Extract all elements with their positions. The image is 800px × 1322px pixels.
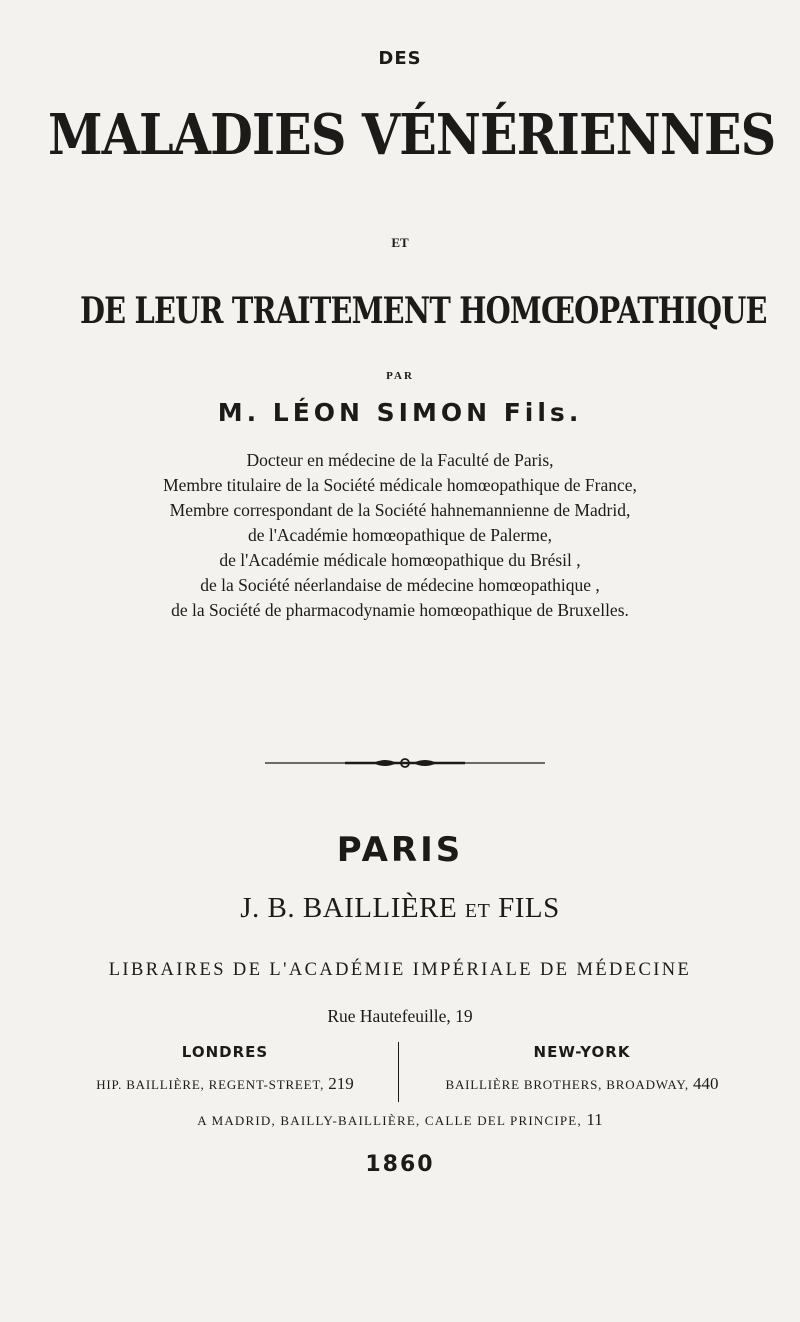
title-conjunction: ET [391, 235, 409, 250]
publisher-et: ET [464, 900, 491, 922]
publication-year: 1860 [365, 1152, 435, 1177]
london-branch [60, 1043, 390, 1094]
london-number: 219 [328, 1074, 354, 1093]
credential-line: Docteur en médecine de la Faculté de Paris, [246, 450, 554, 470]
london-city: LONDRES [181, 1043, 269, 1061]
madrid-branch [0, 1110, 800, 1130]
london-street: HIP. BAILLIÈRE, REGENT-STREET, [96, 1077, 325, 1092]
new-york-branch [412, 1043, 752, 1094]
publisher-fils: FILS [498, 892, 560, 924]
author-credentials [0, 448, 800, 623]
credential-line: de l'Académie homœopathique de Palerme, [248, 525, 552, 545]
author-name: M. LÉON SIMON Fils. [217, 398, 583, 427]
credential-line: de l'Académie médicale homœopathique du Brésil , [219, 550, 581, 570]
publisher-name [0, 892, 800, 925]
madrid-number: 11 [586, 1110, 603, 1129]
new-york-street: BAILLIÈRE BROTHERS, BROADWAY, [445, 1077, 689, 1092]
credential-line: Membre titulaire de la Société médicale homœopathique de France, [163, 475, 637, 495]
book-title: MALADIES VÉNÉRIENNES [48, 102, 776, 168]
new-york-city: NEW-YORK [533, 1043, 631, 1061]
publisher-role: LIBRAIRES DE L'ACADÉMIE IMPÉRIALE DE MÉDECINE [108, 960, 692, 980]
pre-title: DES [378, 48, 422, 69]
ornament-divider [255, 756, 555, 770]
publisher-name-main: J. B. BAILLIÈRE [240, 892, 458, 924]
by-line: PAR [386, 370, 414, 382]
new-york-number: 440 [693, 1074, 719, 1093]
credential-line: de la Société de pharmacodynamie homœopathique de Bruxelles. [171, 600, 629, 620]
publisher-address: Rue Hautefeuille, 19 [327, 1006, 473, 1026]
book-subtitle: DE LEUR TRAITEMENT HOMŒOPATHIQUE [80, 290, 767, 332]
branch-divider [398, 1042, 399, 1102]
credential-line: de la Société néerlandaise de médecine homœopathique , [200, 575, 600, 595]
new-york-address [412, 1074, 752, 1094]
london-address [60, 1074, 390, 1094]
imprint-city: PARIS [336, 830, 464, 870]
credential-line: Membre correspondant de la Société hahnemannienne de Madrid, [169, 500, 631, 520]
madrid-address: A MADRID, BAILLY-BAILLIÈRE, CALLE DEL PRINCIPE, [197, 1113, 582, 1128]
